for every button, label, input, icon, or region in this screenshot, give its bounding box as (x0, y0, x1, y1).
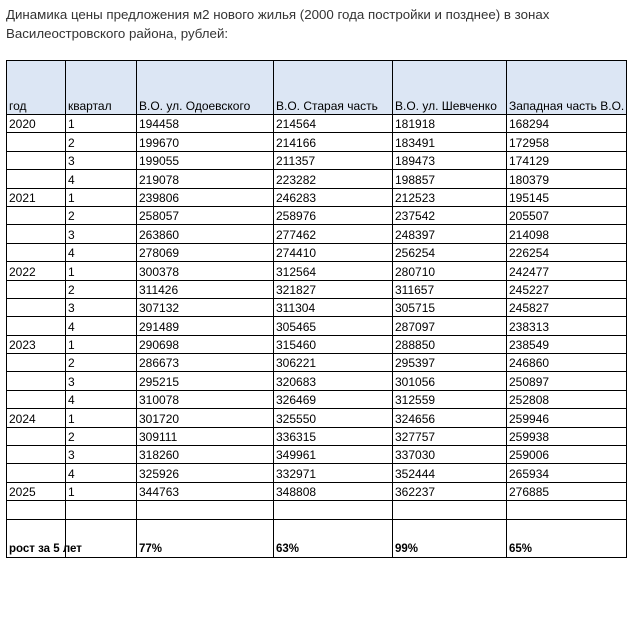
table-row (7, 317, 627, 335)
table-cell: 199055 (137, 151, 274, 169)
table-cell: 325926 (137, 464, 274, 482)
table-cell: 1 (66, 409, 137, 427)
table-cell: 212523 (393, 188, 507, 206)
table-row (7, 335, 627, 353)
table-cell: 305465 (274, 317, 393, 335)
table-cell: 344763 (137, 482, 274, 500)
table-cell: 1 (66, 482, 137, 500)
table-cell: 2 (66, 133, 137, 151)
table-cell: 1 (66, 188, 137, 206)
table-cell: 239806 (137, 188, 274, 206)
table-cell: 194458 (137, 115, 274, 133)
table-row (7, 298, 627, 316)
table-cell: 1 (66, 262, 137, 280)
table-cell: 189473 (393, 151, 507, 169)
table-cell: 258057 (137, 206, 274, 224)
table-cell: 288850 (393, 335, 507, 353)
header-year: год (7, 61, 66, 115)
table-row (7, 115, 627, 133)
table-cell: 305715 (393, 298, 507, 316)
table-cell: 237542 (393, 206, 507, 224)
header-quarter: квартал (66, 61, 137, 115)
table-cell: 312559 (393, 390, 507, 408)
summary-cell: 99% (393, 519, 507, 557)
table-cell: 295397 (393, 354, 507, 372)
table-cell: 246283 (274, 188, 393, 206)
table-cell: 211357 (274, 151, 393, 169)
table-cell: 274410 (274, 243, 393, 261)
table-cell: 290698 (137, 335, 274, 353)
table-row (7, 482, 627, 500)
table-cell: 312564 (274, 262, 393, 280)
table-cell: 174129 (507, 151, 627, 169)
table-cell: 318260 (137, 446, 274, 464)
table-cell (7, 280, 66, 298)
table-cell: 246860 (507, 354, 627, 372)
table-cell: 286673 (137, 354, 274, 372)
table-cell: 2 (66, 354, 137, 372)
table-cell: 252808 (507, 390, 627, 408)
table-cell: 276885 (507, 482, 627, 500)
table-cell (7, 225, 66, 243)
table-cell: 311657 (393, 280, 507, 298)
table-cell: 248397 (393, 225, 507, 243)
table-cell: 256254 (393, 243, 507, 261)
table-cell: 1 (66, 115, 137, 133)
table-cell: 291489 (137, 317, 274, 335)
table-cell: 311426 (137, 280, 274, 298)
header-old-part: В.О. Старая часть (274, 61, 393, 115)
table-cell: 315460 (274, 335, 393, 353)
table-cell: 259946 (507, 409, 627, 427)
table-cell: 311304 (274, 298, 393, 316)
table-cell: 278069 (137, 243, 274, 261)
table-cell: 352444 (393, 464, 507, 482)
table-cell: 325550 (274, 409, 393, 427)
table-row (7, 170, 627, 188)
table-cell: 336315 (274, 427, 393, 445)
table-cell: 300378 (137, 262, 274, 280)
table-cell: 1 (66, 335, 137, 353)
table-cell: 199670 (137, 133, 274, 151)
table-cell: 238313 (507, 317, 627, 335)
table-cell: 3 (66, 446, 137, 464)
table-cell (7, 133, 66, 151)
table-cell: 348808 (274, 482, 393, 500)
header-shevchenko: В.О. ул. Шевченко (393, 61, 507, 115)
table-cell: 259006 (507, 446, 627, 464)
table-cell: 242477 (507, 262, 627, 280)
table-cell: 2024 (7, 409, 66, 427)
table-cell: 3 (66, 225, 137, 243)
table-cell: 310078 (137, 390, 274, 408)
table-cell: 324656 (393, 409, 507, 427)
summary-cell: 63% (274, 519, 393, 557)
table-row (7, 464, 627, 482)
table-cell: 2 (66, 427, 137, 445)
table-cell: 180379 (507, 170, 627, 188)
table-cell: 4 (66, 390, 137, 408)
table-cell: 214166 (274, 133, 393, 151)
table-cell: 2022 (7, 262, 66, 280)
header-west-part: Западная часть В.О. (507, 61, 627, 115)
table-row (7, 390, 627, 408)
table-row (7, 243, 627, 261)
table-cell: 245227 (507, 280, 627, 298)
table-cell (7, 206, 66, 224)
table-cell (7, 446, 66, 464)
table-cell: 219078 (137, 170, 274, 188)
summary-label: рост за 5 лет (7, 519, 66, 557)
table-row (7, 225, 627, 243)
table-cell: 320683 (274, 372, 393, 390)
table-cell (7, 390, 66, 408)
table-cell: 3 (66, 372, 137, 390)
table-row (7, 446, 627, 464)
table-cell: 195145 (507, 188, 627, 206)
table-cell: 287097 (393, 317, 507, 335)
summary-cell: 65% (507, 519, 627, 557)
table-cell: 337030 (393, 446, 507, 464)
table-cell: 214098 (507, 225, 627, 243)
table-row (7, 206, 627, 224)
table-cell: 4 (66, 170, 137, 188)
price-table (6, 60, 627, 558)
table-cell (7, 298, 66, 316)
table-cell: 349961 (274, 446, 393, 464)
table-cell: 280710 (393, 262, 507, 280)
table-cell: 2025 (7, 482, 66, 500)
table-cell: 183491 (393, 133, 507, 151)
table-cell: 2 (66, 280, 137, 298)
table-body (7, 115, 627, 501)
table-cell (7, 354, 66, 372)
table-row (7, 262, 627, 280)
table-cell: 327757 (393, 427, 507, 445)
table-cell: 3 (66, 298, 137, 316)
summary-cell: 77% (137, 519, 274, 557)
table-row (7, 372, 627, 390)
table-cell: 4 (66, 243, 137, 261)
header-odoevskogo: В.О. ул. Одоевского (137, 61, 274, 115)
table-cell: 2021 (7, 188, 66, 206)
table-cell: 326469 (274, 390, 393, 408)
table-cell: 245827 (507, 298, 627, 316)
table-cell: 238549 (507, 335, 627, 353)
table-cell (7, 317, 66, 335)
table-cell (7, 243, 66, 261)
table-cell: 332971 (274, 464, 393, 482)
table-cell: 307132 (137, 298, 274, 316)
table-row (7, 427, 627, 445)
table-cell: 301720 (137, 409, 274, 427)
table-cell: 181918 (393, 115, 507, 133)
table-cell: 4 (66, 317, 137, 335)
table-cell: 321827 (274, 280, 393, 298)
table-cell: 263860 (137, 225, 274, 243)
table-cell: 2020 (7, 115, 66, 133)
table-cell: 259938 (507, 427, 627, 445)
table-cell: 277462 (274, 225, 393, 243)
table-row (7, 151, 627, 169)
table-cell: 168294 (507, 115, 627, 133)
table-cell (7, 427, 66, 445)
table-cell (7, 151, 66, 169)
table-row (7, 188, 627, 206)
table-cell: 223282 (274, 170, 393, 188)
page-title: Динамика цены предложения м2 нового жилья (2000 года постройки и позднее) в зонах Василеостровского района, рублей: (6, 7, 550, 41)
summary-row (7, 519, 627, 557)
table-cell: 3 (66, 151, 137, 169)
table-cell: 258976 (274, 206, 393, 224)
table-cell: 301056 (393, 372, 507, 390)
table-cell: 205507 (507, 206, 627, 224)
table-row (7, 133, 627, 151)
table-cell: 295215 (137, 372, 274, 390)
table-cell: 250897 (507, 372, 627, 390)
table-cell: 226254 (507, 243, 627, 261)
table-cell (7, 464, 66, 482)
table-cell (7, 372, 66, 390)
table-cell: 198857 (393, 170, 507, 188)
table-cell: 2 (66, 206, 137, 224)
table-row (7, 280, 627, 298)
blank-row (7, 501, 627, 519)
table-cell: 4 (66, 464, 137, 482)
table-cell: 172958 (507, 133, 627, 151)
table-cell: 2023 (7, 335, 66, 353)
table-cell (7, 170, 66, 188)
table-cell: 362237 (393, 482, 507, 500)
table-cell: 306221 (274, 354, 393, 372)
table-cell: 309111 (137, 427, 274, 445)
table-cell: 265934 (507, 464, 627, 482)
table-cell: 214564 (274, 115, 393, 133)
table-row (7, 354, 627, 372)
header-row (7, 61, 627, 115)
table-row (7, 409, 627, 427)
